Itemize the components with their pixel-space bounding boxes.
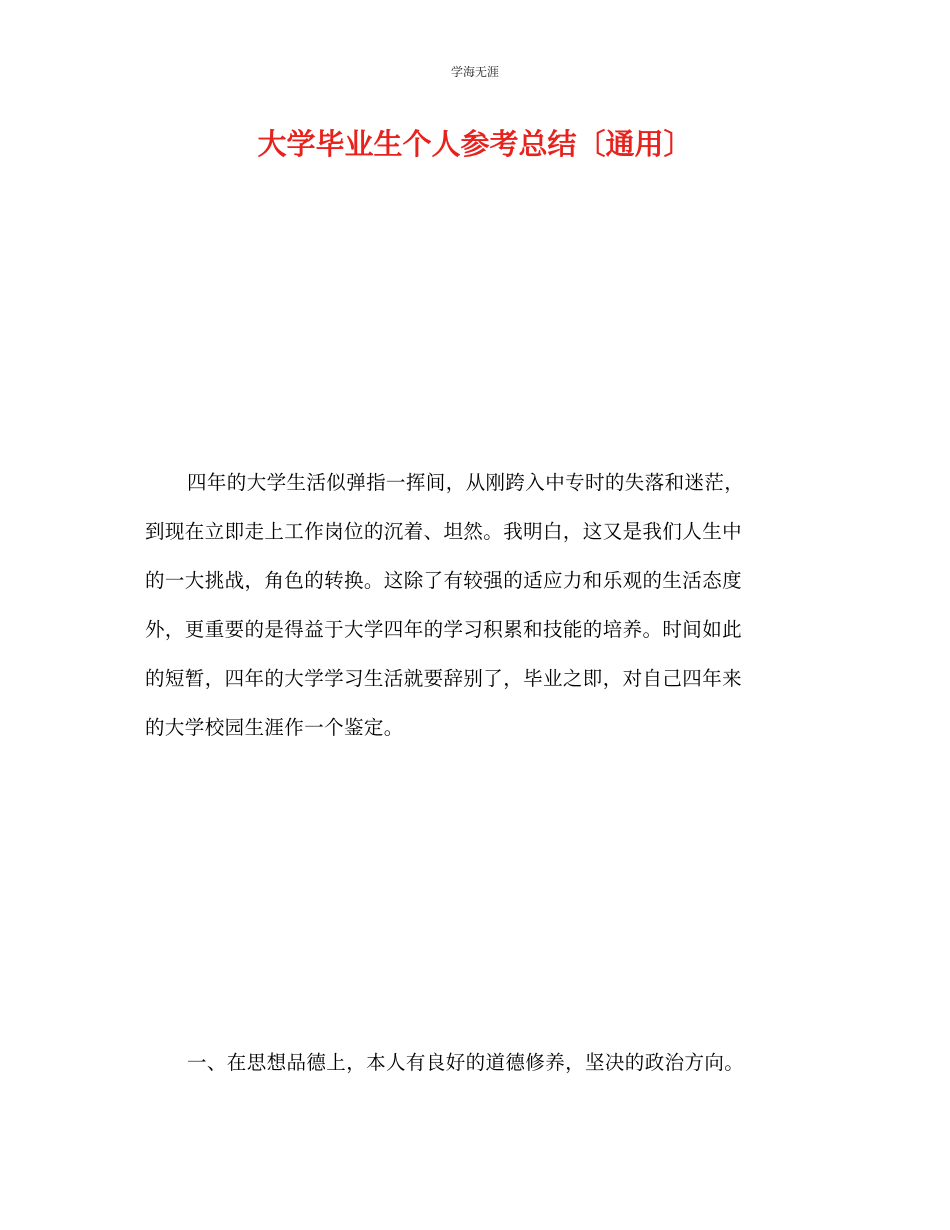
- paragraph-line: 外，更重要的是得益于大学四年的学习积累和技能的培养。时间如此: [145, 618, 743, 641]
- paragraph-line: 四年的大学生活似弹指一挥间，从刚跨入中专时的失落和迷茫，: [187, 471, 745, 494]
- paragraph-intro: [145, 458, 805, 752]
- paragraph-line: 一、在思想品德上，本人有良好的道德修养，坚决的政治方向。: [187, 1051, 745, 1074]
- paragraph-section-one: [145, 1038, 805, 1087]
- document-title: 大学毕业生个人参考总结〔通用〕: [257, 127, 693, 161]
- paragraph-line: 的大学校园生涯作一个鉴定。: [145, 716, 404, 739]
- paragraph-line: 到现在立即走上工作岗位的沉着、坦然。我明白，这又是我们人生中: [145, 520, 743, 543]
- paragraph-line: 的短暂，四年的大学学习生活就要辞别了，毕业之即，对自己四年来: [145, 667, 743, 690]
- page-header: 学海无涯: [450, 65, 499, 79]
- paragraph-line: 的一大挑战，角色的转换。这除了有较强的适应力和乐观的生活态度: [145, 569, 743, 592]
